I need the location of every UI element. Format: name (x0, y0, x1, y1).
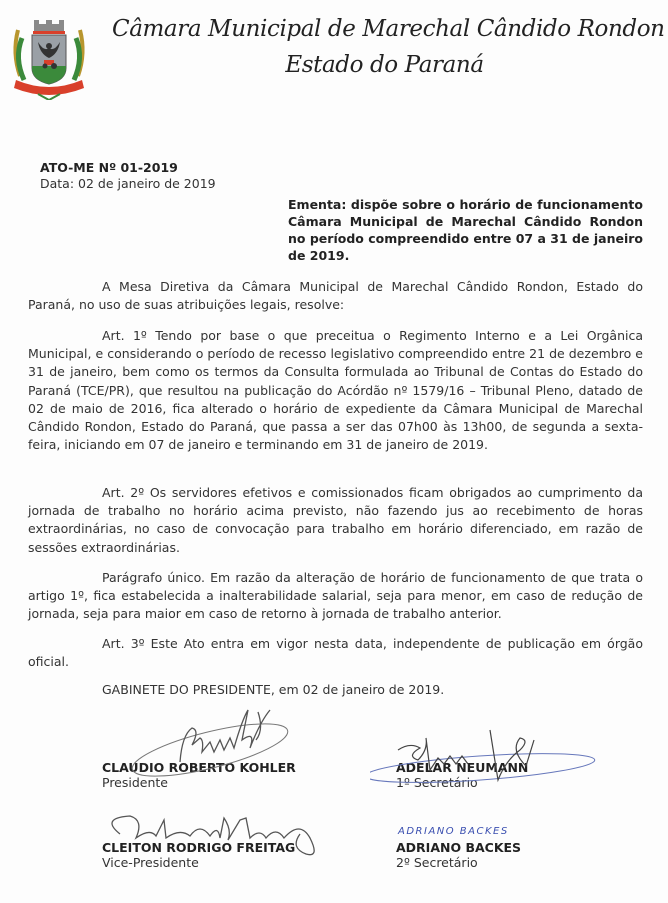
signer-name: CLEITON RODRIGO FREITAG (102, 840, 296, 855)
handwritten-signature: ADRIANO BACKES (398, 826, 509, 837)
act-date: Data: 02 de janeiro de 2019 (40, 176, 216, 191)
signature-president (102, 760, 296, 790)
ementa-summary: Ementa: dispõe sobre o horário de funcionamento Câmara Municipal de Marechal Cândido Rondon no período compreendido entre 07 a 31 de janeiro de 2019. (288, 197, 643, 263)
signer-role: Presidente (102, 775, 168, 790)
signature-vice-president (102, 840, 295, 870)
letterhead (0, 0, 668, 100)
signature-first-secretary (396, 760, 528, 790)
closing-line: GABINETE DO PRESIDENTE, em 02 de janeiro de 2019. (102, 682, 445, 697)
sole-paragraph-text: Parágrafo único. Em razão da alteração de horário de funcionamento de que trata o artigo 1º, fica estabelecida a inalterabilidade salarial, seja para menor, em caso de redução de jornada, seja para maior em caso de retorno à jornada de trabalho anterior. (28, 570, 643, 622)
chamber-title: Câmara Municipal de Marechal Cândido Rondon (112, 16, 665, 42)
signer-name: ADRIANO BACKES (396, 840, 522, 855)
signer-name: ADELAR NEUMANN (396, 760, 529, 775)
signer-role: 1º Secretário (396, 775, 478, 790)
article-2-paragraph (28, 484, 643, 557)
signer-name: CLAUDIO ROBERTO KOHLER (102, 760, 296, 775)
article-1-paragraph (28, 327, 643, 454)
article-3-paragraph (28, 635, 643, 671)
state-subtitle: Estado do Paraná (285, 52, 484, 78)
article-2-text: Art. 2º Os servidores efetivos e comissionados ficam obrigados ao cumprimento da jornada de trabalho no horário acima previsto, não fazendo jus ao recebimento de horas extraordinárias, no caso de convocação para trabalho em horário diferenciado, em razão de sessões extraordinárias. (28, 485, 643, 555)
act-number: ATO-ME Nº 01-2019 (40, 160, 178, 175)
municipal-coat-of-arms-icon (8, 18, 90, 100)
sole-paragraph (28, 569, 643, 624)
signer-role: Vice-Presidente (102, 855, 199, 870)
article-3-text: Art. 3º Este Ato entra em vigor nesta data, independente de publicação em órgão oficial. (28, 636, 643, 670)
article-1-text: Art. 1º Tendo por base o que preceitua o Regimento Interno e a Lei Orgânica Municipal, e considerando o período de recesso legislativo compreendido entre 21 de dezembro e 31 de janeiro, bem como os termos da Consulta formulada ao Tribunal de Contas do Estado do Paraná (TCE/PR), que resultou na publicação do Acórdão nº 1579/16 – Tribunal Pleno, datado de 02 de maio de 2016, fica alterado o horário de expediente da Câmara Municipal de Marechal Cândido Rondon, Estado do Paraná, que passa a ser das 07h00 às 13h00, de segunda a sexta-feira, iniciando em 07 de janeiro e terminando em 31 de janeiro de 2019. (28, 328, 643, 453)
preamble-paragraph (28, 278, 643, 314)
signature-second-secretary (396, 840, 521, 870)
preamble-text: A Mesa Diretiva da Câmara Municipal de Marechal Cândido Rondon, Estado do Paraná, no uso de suas atribuições legais, resolve: (28, 279, 643, 313)
signer-role: 2º Secretário (396, 855, 478, 870)
